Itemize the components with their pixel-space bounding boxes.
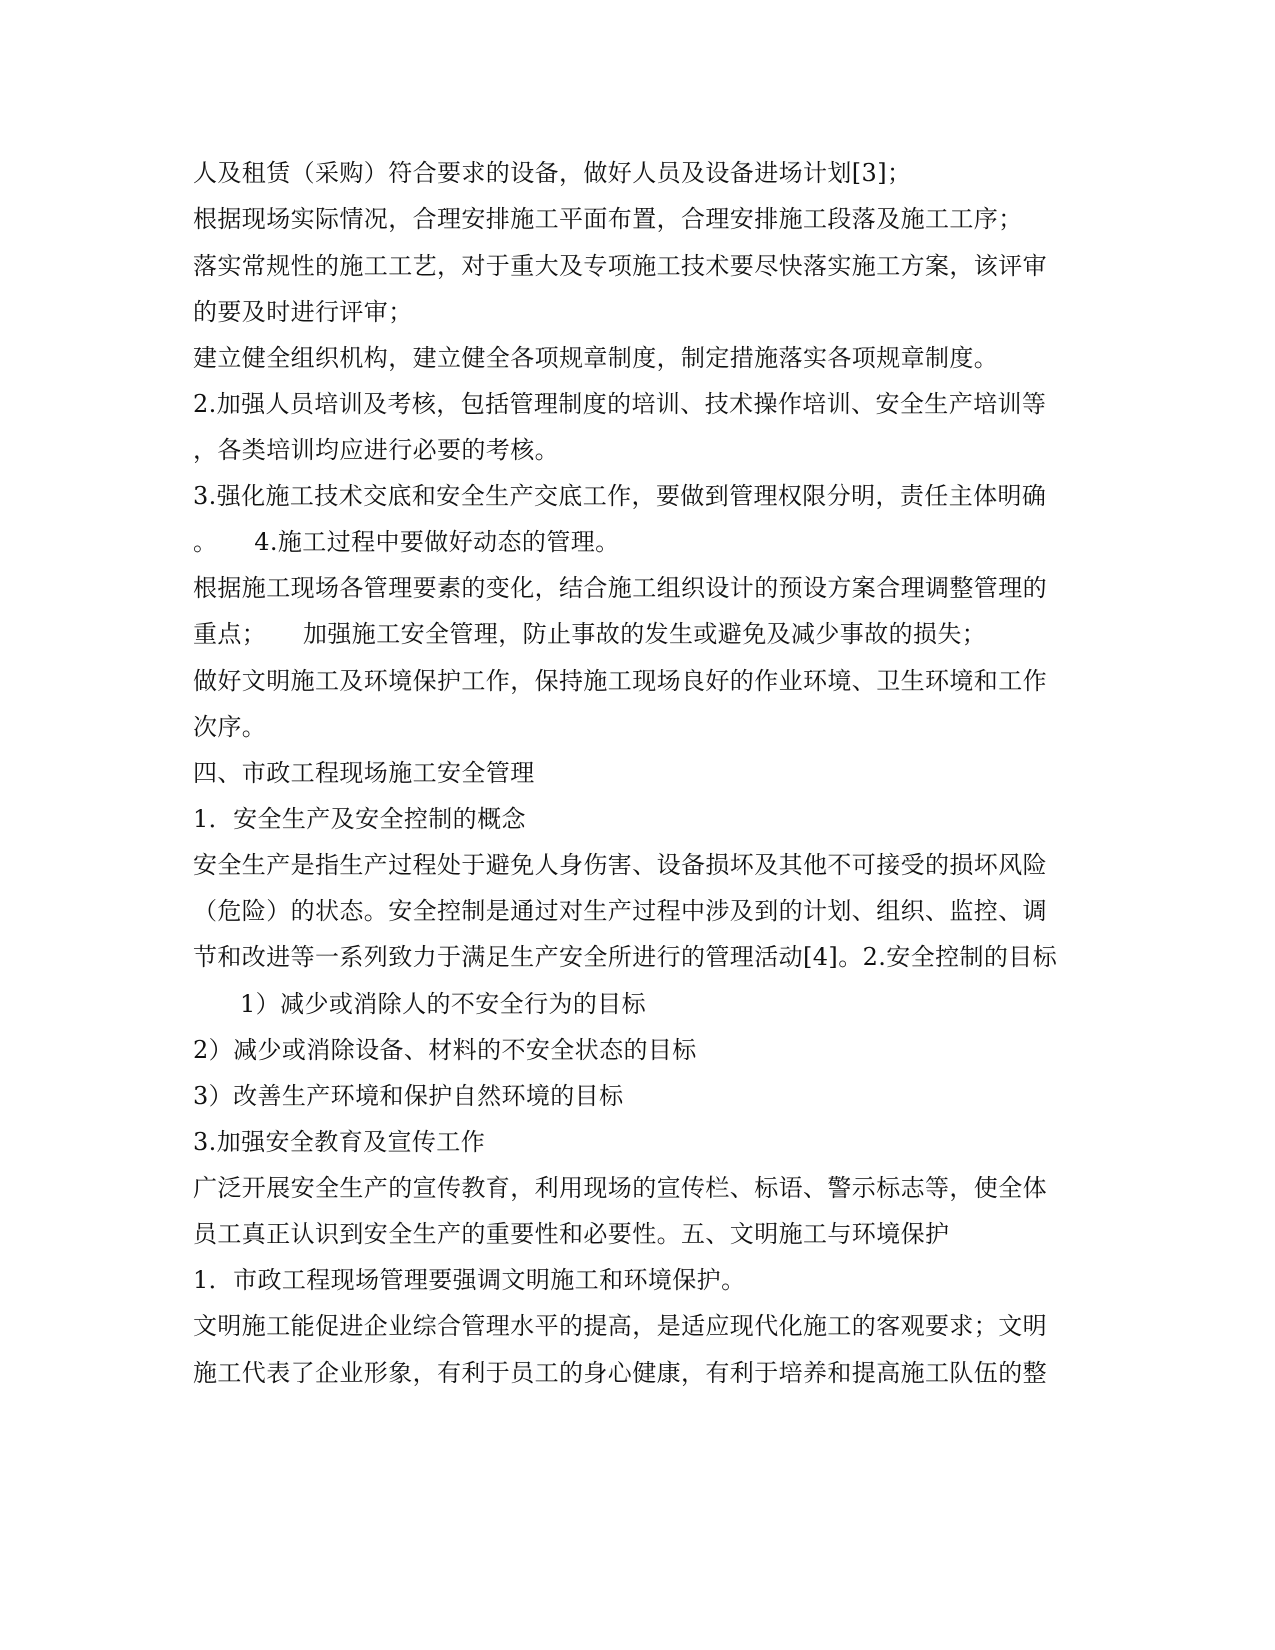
text-line: 安全生产是指生产过程处于避免人身伤害、设备损坏及其他不可接受的损坏风险 xyxy=(193,851,1047,879)
text-line: 建立健全组织机构，建立健全各项规章制度，制定措施落实各项规章制度。 xyxy=(193,344,999,372)
section-heading: 四、市政工程现场施工安全管理 xyxy=(193,759,535,787)
text-line: 做好文明施工及环境保护工作，保持施工现场良好的作业环境、卫生环境和工作 xyxy=(193,667,1047,695)
text-line: 2.加强人员培训及考核，包括管理制度的培训、技术操作培训、安全生产培训等 xyxy=(193,390,1047,418)
text-line: 的要及时进行评审； xyxy=(193,298,413,326)
text-line: 落实常规性的施工工艺，对于重大及专项施工技术要尽快落实施工方案，该评审 xyxy=(193,252,1047,280)
subsection-heading: 1．安全生产及安全控制的概念 xyxy=(193,805,526,833)
text-line: 重点； 加强施工安全管理，防止事故的发生或避免及减少事故的损失； xyxy=(193,620,987,648)
subsection-heading: 1．市政工程现场管理要强调文明施工和环境保护。 xyxy=(193,1266,746,1294)
text-line: 广泛开展安全生产的宣传教育，利用现场的宣传栏、标语、警示标志等，使全体 xyxy=(193,1174,1047,1202)
list-item: 1）减少或消除人的不安全行为的目标 xyxy=(240,990,647,1018)
list-item: 3）改善生产环境和保护自然环境的目标 xyxy=(193,1082,624,1110)
text-line: ，各类培训均应进行必要的考核。 xyxy=(193,436,559,464)
text-line: （危险）的状态。安全控制是通过对生产过程中涉及到的计划、组织、监控、调 xyxy=(193,897,1047,925)
list-item: 2）减少或消除设备、材料的不安全状态的目标 xyxy=(193,1036,697,1064)
subsection-heading: 3.加强安全教育及宣传工作 xyxy=(193,1128,486,1156)
text-line: 文明施工能促进企业综合管理水平的提高，是适应现代化施工的客观要求；文明 xyxy=(193,1312,1047,1340)
text-line: 根据现场实际情况，合理安排施工平面布置，合理安排施工段落及施工工序； xyxy=(193,205,1023,233)
text-line: 施工代表了企业形象，有利于员工的身心健康，有利于培养和提高施工队伍的整 xyxy=(193,1359,1047,1387)
text-line: 人及租赁（采购）符合要求的设备，做好人员及设备进场计划[3]； xyxy=(193,159,912,187)
text-line: 3.强化施工技术交底和安全生产交底工作，要做到管理权限分明，责任主体明确 xyxy=(193,482,1047,510)
text-line: 节和改进等一系列致力于满足生产安全所进行的管理活动[4]。2.安全控制的目标 xyxy=(193,943,1058,971)
text-line: 根据施工现场各管理要素的变化，结合施工组织设计的预设方案合理调整管理的 xyxy=(193,574,1047,602)
text-line: 。 4.施工过程中要做好动态的管理。 xyxy=(193,528,620,556)
text-line: 次序。 xyxy=(193,713,267,741)
text-line: 员工真正认识到安全生产的重要性和必要性。五、文明施工与环境保护 xyxy=(193,1220,950,1248)
